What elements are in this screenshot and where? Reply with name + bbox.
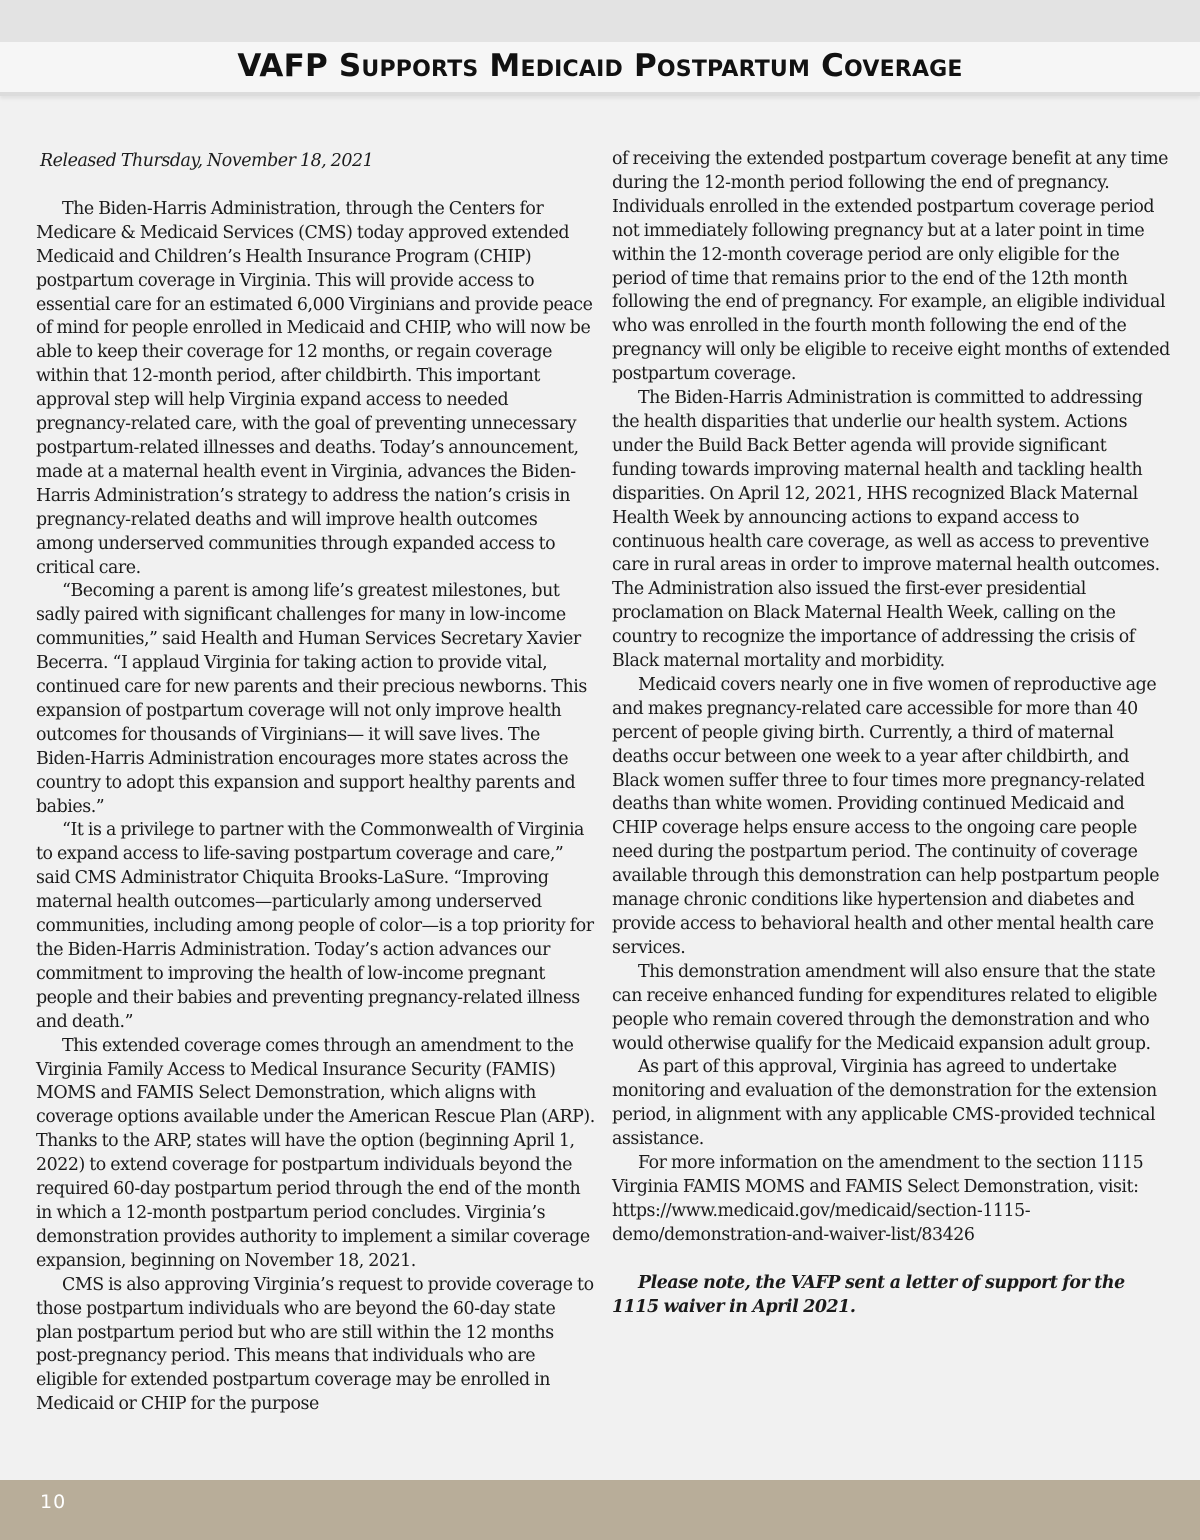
paragraph: “Becoming a parent is among life’s greatest milestones, but sadly paired with significant challenges for many in low-income communities,” said Health and Human Services Secretary Xavier Becerra. “I applaud Virginia for taking action to provide vital, continued care for new parents and their precious newborns. This expansion of postpartum coverage will not only improve health outcomes for thousands of Virginians— it will save lives. The Biden-Harris Administration encourages more states across the country to adopt this expansion and support healthy parents and babies.”: [36, 581, 587, 817]
paragraph: As part of this approval, Virginia has agreed to undertake monitoring and evaluation of the demonstration for the extension period, in alignment with any applicable CMS-provided technical assistance.: [612, 1057, 1157, 1150]
paragraph-more-info: For more information on the amendment to the section 1115 Virginia FAMIS MOMS and FAMIS Select Demonstration, visit: https://www.medicaid.gov/medicaid/section-1115-demo/demonstration-and-waiver-list/83426: [612, 1153, 1144, 1245]
page-number: 10: [40, 1491, 67, 1513]
paragraph-continuation: of receiving the extended postpartum coverage benefit at any time during the 12-month period following the end of pregnancy. Individuals enrolled in the extended postpartum coverage period not immediately following pregnancy but at a later point in time within the 12-month coverage period are only eligible for the period of time that remains prior to the end of the 12th month following the end of pregnancy. For example, an eligible individual who was enrolled in the fourth month following the end of the pregnancy will only be eligible to receive eight months of extended postpartum coverage.: [612, 149, 1170, 385]
release-date: Released Thursday, November 18, 2021: [40, 151, 374, 171]
footer-bar: [0, 1480, 1200, 1540]
paragraph: The Biden-Harris Administration is committed to addressing the health disparities that underlie our health system. Actions under the Build Back Better agenda will provide significant funding towards improving maternal health and tackling health disparities. On April 12, 2021, HHS recognized Black Maternal Health Week by announcing actions to expand access to continuous health care coverage, as well as access to preventive care in rural areas in order to improve maternal health outcomes. The Administration also issued the first-ever presidential proclamation on Black Maternal Health Week, calling on the country to recognize the importance of addressing the crisis of Black maternal mortality and morbidity.: [612, 388, 1160, 672]
paragraph: This extended coverage comes through an amendment to the Virginia Family Access to Medical Insurance Security (FAMIS) MOMS and FAMIS Select Demonstration, which aligns with coverage options available under the American Rescue Plan (ARP). Thanks to the ARP, states will have the option (beginning April 1, 2022) to extend coverage for postpartum individuals beyond the required 60-day postpartum period through the end of the month in which a 12-month postpartum period concludes. Virginia’s demonstration provides authority to implement a similar coverage expansion, beginning on November 18, 2021.: [36, 1035, 595, 1271]
paragraph: “It is a privilege to partner with the Commonwealth of Virginia to expand access to life-saving postpartum coverage and care,” said CMS Administrator Chiquita Brooks-LaSure. “Improving maternal health outcomes—particularly among underserved communities, including among people of color—is a top priority for the Biden-Harris Administration. Today’s action advances our commitment to improving the health of low-income pregnant people and their babies and preventing pregnancy-related illness and death.”: [36, 820, 594, 1032]
page-title: VAFP Supports Medicaid Postpartum Coverage: [237, 48, 963, 84]
support-note: Please note, the VAFP sent a letter of support for the 1115 waiver in April 2021.: [612, 1272, 1125, 1317]
paragraph: CMS is also approving Virginia’s request to provide coverage to those postpartum individuals who are beyond the 60-day state plan postpartum period but who are still within the 12 months post-pregnancy period. This means that individuals who are eligible for extended postpartum coverage may be enrolled in Medicaid or CHIP for the purpose: [36, 1274, 594, 1415]
paragraph: This demonstration amendment will also ensure that the state can receive enhanced funding for expenditures related to eligible people who remain covered through the demonstration and who would otherwise qualify for the Medicaid expansion adult group.: [612, 961, 1157, 1054]
paragraph: The Biden-Harris Administration, through the Centers for Medicare & Medicaid Services (CMS) today approved extended Medicaid and Children’s Health Insurance Program (CHIP) postpartum coverage in Virginia. This will provide access to essential care for an estimated 6,000 Virginians and provide peace of mind for people enrolled in Medicaid and CHIP, who will now be able to keep their coverage for 12 months, or regain coverage within that 12-month period, after childbirth. This important approval step will help Virginia expand access to needed pregnancy-related care, with the goal of preventing unnecessary postpartum-related illnesses and deaths. Today’s announcement, made at a maternal health event in Virginia, advances the Biden-Harris Administration’s strategy to address the nation’s crisis in pregnancy-related deaths and will improve health outcomes among underserved communities through expanded access to critical care.: [36, 198, 593, 578]
paragraph: Medicaid covers nearly one in five women of reproductive age and makes pregnancy-related care accessible for more than 40 percent of people giving birth. Currently, a third of maternal deaths occur between one week to a year after childbirth, and Black women suffer three to four times more pregnancy-related deaths than white women. Providing continued Medicaid and CHIP coverage helps ensure access to the ongoing care people need during the postpartum period. The continuity of coverage available through this demonstration can help postpartum people manage chronic conditions like hypertension and diabetes and provide access to behavioral health and other mental health care services.: [612, 674, 1160, 958]
right-column: [612, 148, 1170, 1320]
left-column: [36, 150, 596, 1417]
top-strip: [0, 0, 1200, 42]
